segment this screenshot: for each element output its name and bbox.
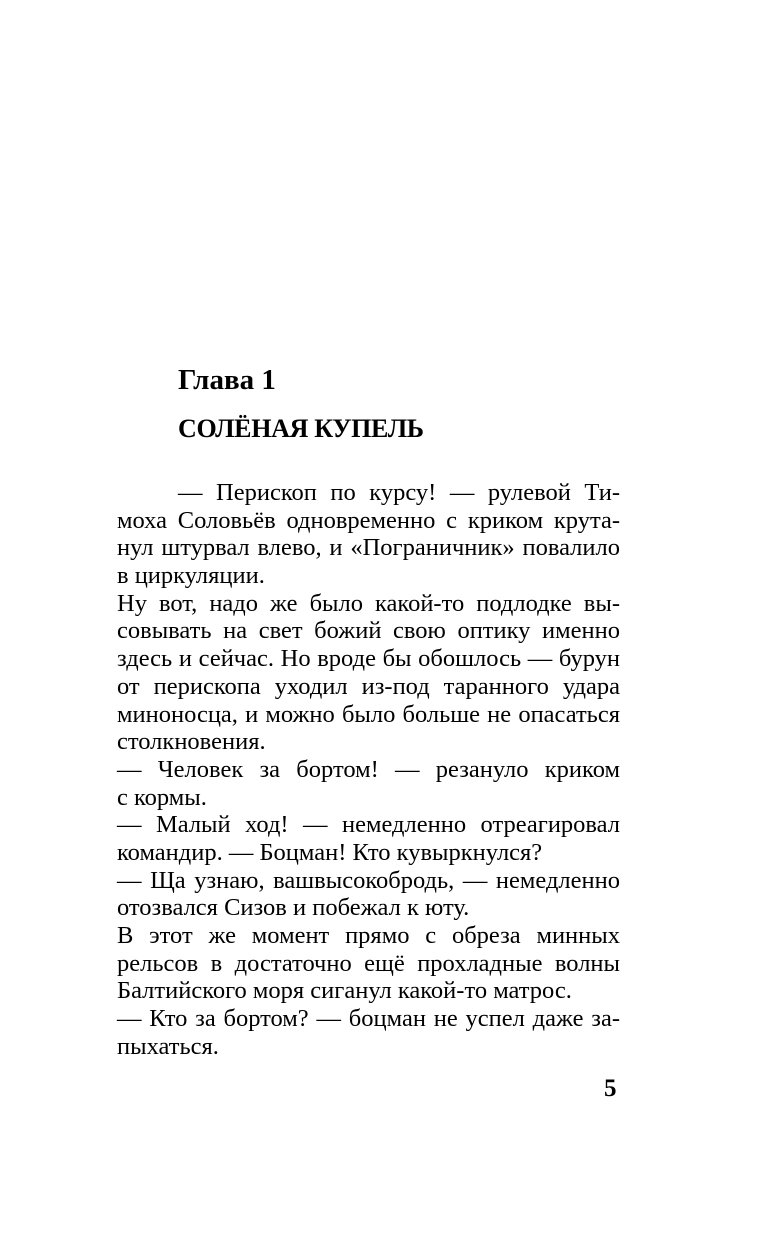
- chapter-title: СОЛЁНАЯ КУПЕЛЬ: [178, 414, 424, 443]
- text-line: миноносца, и можно было больше не опасаться: [117, 700, 620, 728]
- text-line: совывать на свет божий свою оптику именно: [117, 617, 620, 645]
- text-line: здесь и сейчас. Но вроде бы обошлось — бурун: [117, 645, 620, 673]
- text-line: — Человек за бортом! — резануло криком: [117, 755, 620, 783]
- text-line: с кормы.: [117, 783, 207, 811]
- text-line: В этот же момент прямо с обреза минных: [117, 922, 620, 949]
- text-line: от перископа уходил из-под таранного удара: [117, 672, 620, 700]
- text-line: моха Соловьёв одновременно с криком крута-: [117, 506, 620, 534]
- text-line: командир. — Боцман! Кто кувыркнулся?: [117, 838, 543, 866]
- text-line: Ну вот, надо же было какой-то подлодке вы-: [117, 589, 620, 617]
- chapter-number: Глава 1: [178, 364, 276, 396]
- text-line: отозвался Сизов и побежал к юту.: [117, 894, 470, 922]
- chapter-text: [117, 479, 620, 1060]
- text-line: нул штурвал влево, и «Пограничник» повалило: [117, 534, 620, 562]
- text-line: столкновения.: [117, 728, 266, 756]
- text-line: — Перископ по курсу! — рулевой Ти-: [178, 479, 620, 506]
- page-number: 5: [604, 1075, 617, 1102]
- text-line: — Ща узнаю, вашвысокобродь, — немедленно: [117, 866, 620, 894]
- text-line: пыхаться.: [117, 1032, 219, 1060]
- text-line: — Малый ход! — немедленно отреагировал: [117, 811, 620, 839]
- text-line: — Кто за бортом? — боцман не успел даже за-: [117, 1005, 620, 1033]
- text-line: Балтийского моря сиганул какой-то матрос.: [117, 977, 572, 1005]
- text-line: рельсов в достаточно ещё прохладные волны: [117, 949, 620, 977]
- text-line: в циркуляции.: [117, 562, 265, 590]
